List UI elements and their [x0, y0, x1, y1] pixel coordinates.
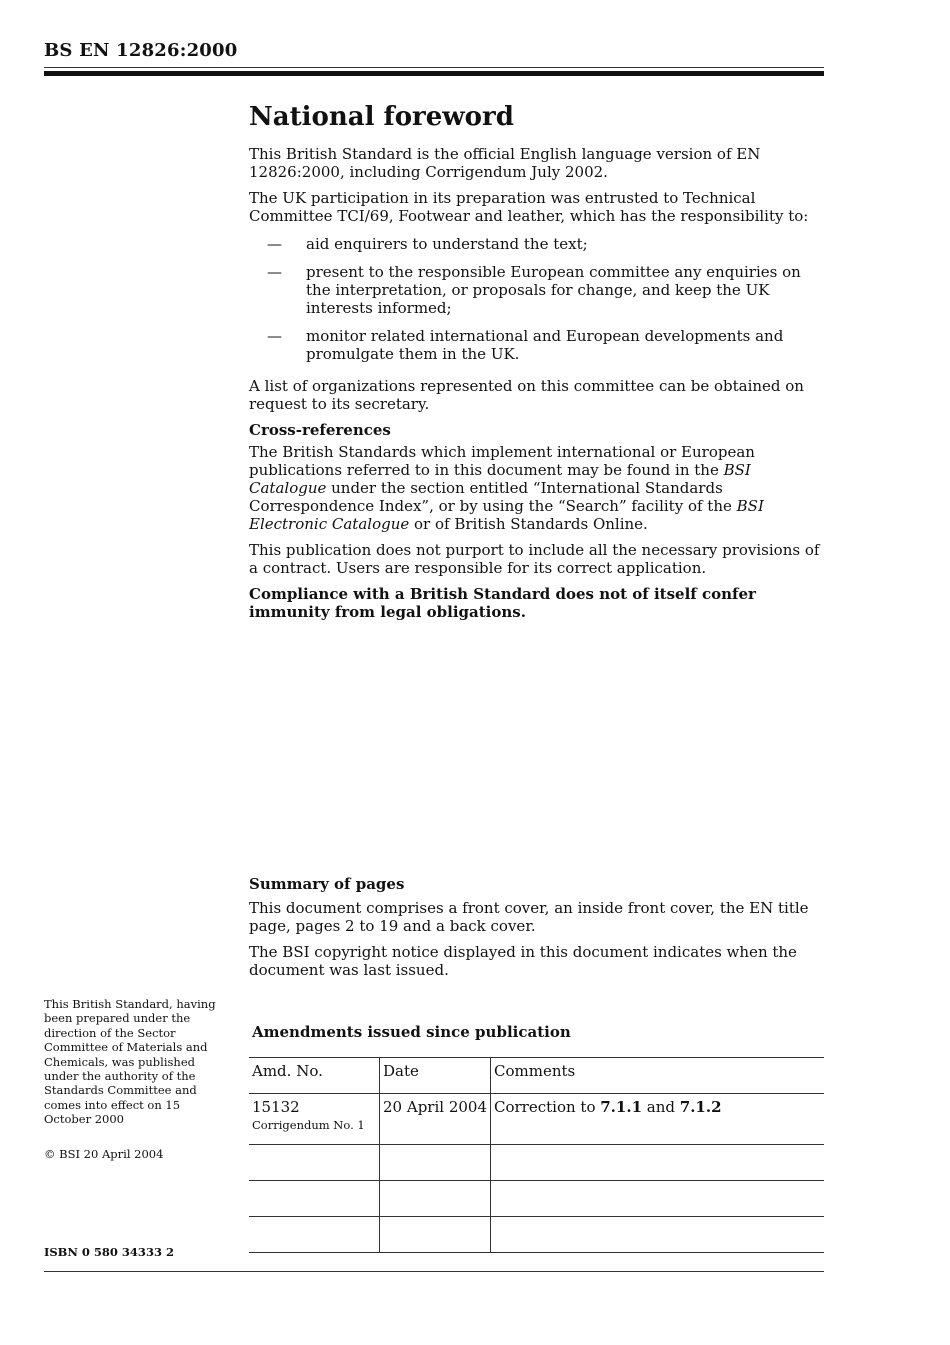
- clause-ref: 7.1.1: [600, 1098, 643, 1116]
- summary-heading: Summary of pages: [249, 875, 405, 893]
- empty-cell: [249, 1181, 380, 1217]
- date-cell: 20 April 2004: [380, 1094, 491, 1145]
- isbn: ISBN 0 580 34333 2: [44, 1245, 174, 1259]
- empty-cell: [380, 1181, 491, 1217]
- summary-para-1: This document comprises a front cover, an inside front cover, the EN title page, pages 2 to 19 and a back cover.: [249, 899, 809, 935]
- empty-cell: [249, 1145, 380, 1181]
- amd-no-cell: [249, 1094, 380, 1145]
- empty-cell: [249, 1217, 380, 1253]
- document-id: BS EN 12826:2000: [44, 40, 238, 61]
- responsibility-list: [249, 235, 829, 363]
- xref-text-3: or of British Standards Online.: [409, 515, 648, 533]
- comment-text: and: [642, 1098, 680, 1116]
- cross-references-para: [249, 443, 829, 533]
- amd-number: 15132: [252, 1098, 300, 1116]
- table-header-row: [249, 1058, 824, 1094]
- header-rule-thick: [44, 71, 824, 76]
- summary-para-2: The BSI copyright notice displayed in this document indicates when the document was last issued.: [249, 943, 797, 979]
- table-row-empty: [249, 1145, 824, 1181]
- table-row-empty: [249, 1181, 824, 1217]
- foreword-para-4: This publication does not purport to include all the necessary provisions of a contract. Users are responsible for its correct application.: [249, 541, 820, 577]
- bsi-catalogue-ref: BSI Catalogue: [249, 461, 751, 497]
- empty-cell: [380, 1145, 491, 1181]
- amendments-title: Amendments issued since publication: [252, 1023, 571, 1041]
- list-item: [249, 235, 829, 253]
- foreword-para-3: A list of organizations represented on this committee can be obtained on request to its secretary.: [249, 377, 804, 413]
- bsi-electronic-catalogue-ref: BSI Electronic Catalogue: [249, 497, 764, 533]
- summary-of-pages: [249, 875, 829, 987]
- dash-marker: —: [267, 327, 282, 345]
- amd-corrigendum: Corrigendum No. 1: [252, 1118, 365, 1132]
- clause-ref: 7.1.2: [679, 1098, 722, 1116]
- cross-references-heading: Cross-references: [249, 421, 391, 439]
- table-row: [249, 1094, 824, 1145]
- list-item: [249, 263, 829, 317]
- foreword-para-2: The UK participation in its preparation was entrusted to Technical Committee TCI/69, Footwear and leather, which has the responsibility to:: [249, 189, 809, 225]
- empty-cell: [491, 1181, 825, 1217]
- column-header-date: Date: [380, 1058, 491, 1094]
- dash-marker: —: [267, 263, 282, 281]
- comments-cell: [491, 1094, 825, 1145]
- national-foreword: [249, 100, 829, 629]
- empty-cell: [491, 1217, 825, 1253]
- empty-cell: [491, 1145, 825, 1181]
- dash-marker: —: [267, 235, 282, 253]
- footer-rule: [44, 1271, 824, 1272]
- list-item-text: aid enquirers to understand the text;: [306, 235, 588, 253]
- publication-note: This British Standard, having been prepared under the direction of the Sector Committee of Materials and Chemicals, was published under the authority of the Standards Committee and comes into effect on 15 October 2000: [44, 997, 216, 1127]
- amendments-table: [249, 1057, 824, 1253]
- list-item: [249, 327, 829, 363]
- xref-text-2: under the section entitled “International Standards Correspondence Index”, or by using the “Search” facility of the: [249, 479, 737, 515]
- foreword-para-1: This British Standard is the official English language version of EN 12826:2000, including Corrigendum July 2002.: [249, 145, 761, 181]
- list-item-text: monitor related international and European developments and promulgate them in the UK.: [306, 327, 784, 363]
- comment-text: Correction to: [494, 1098, 601, 1116]
- column-header-comments: Comments: [491, 1058, 825, 1094]
- xref-text-1: The British Standards which implement international or European publications referred to in this document may be found in the: [249, 443, 755, 479]
- column-header-amd-no: Amd. No.: [249, 1058, 380, 1094]
- page-title: National foreword: [249, 102, 514, 132]
- table-row-empty: [249, 1217, 824, 1253]
- compliance-statement: Compliance with a British Standard does not of itself confer immunity from legal obligations.: [249, 585, 756, 621]
- list-item-text: present to the responsible European committee any enquiries on the interpretation, or proposals for change, and keep the UK interests informed;: [306, 263, 801, 317]
- header-rule-thin: [44, 67, 824, 68]
- empty-cell: [380, 1217, 491, 1253]
- copyright-notice: © BSI 20 April 2004: [44, 1147, 164, 1161]
